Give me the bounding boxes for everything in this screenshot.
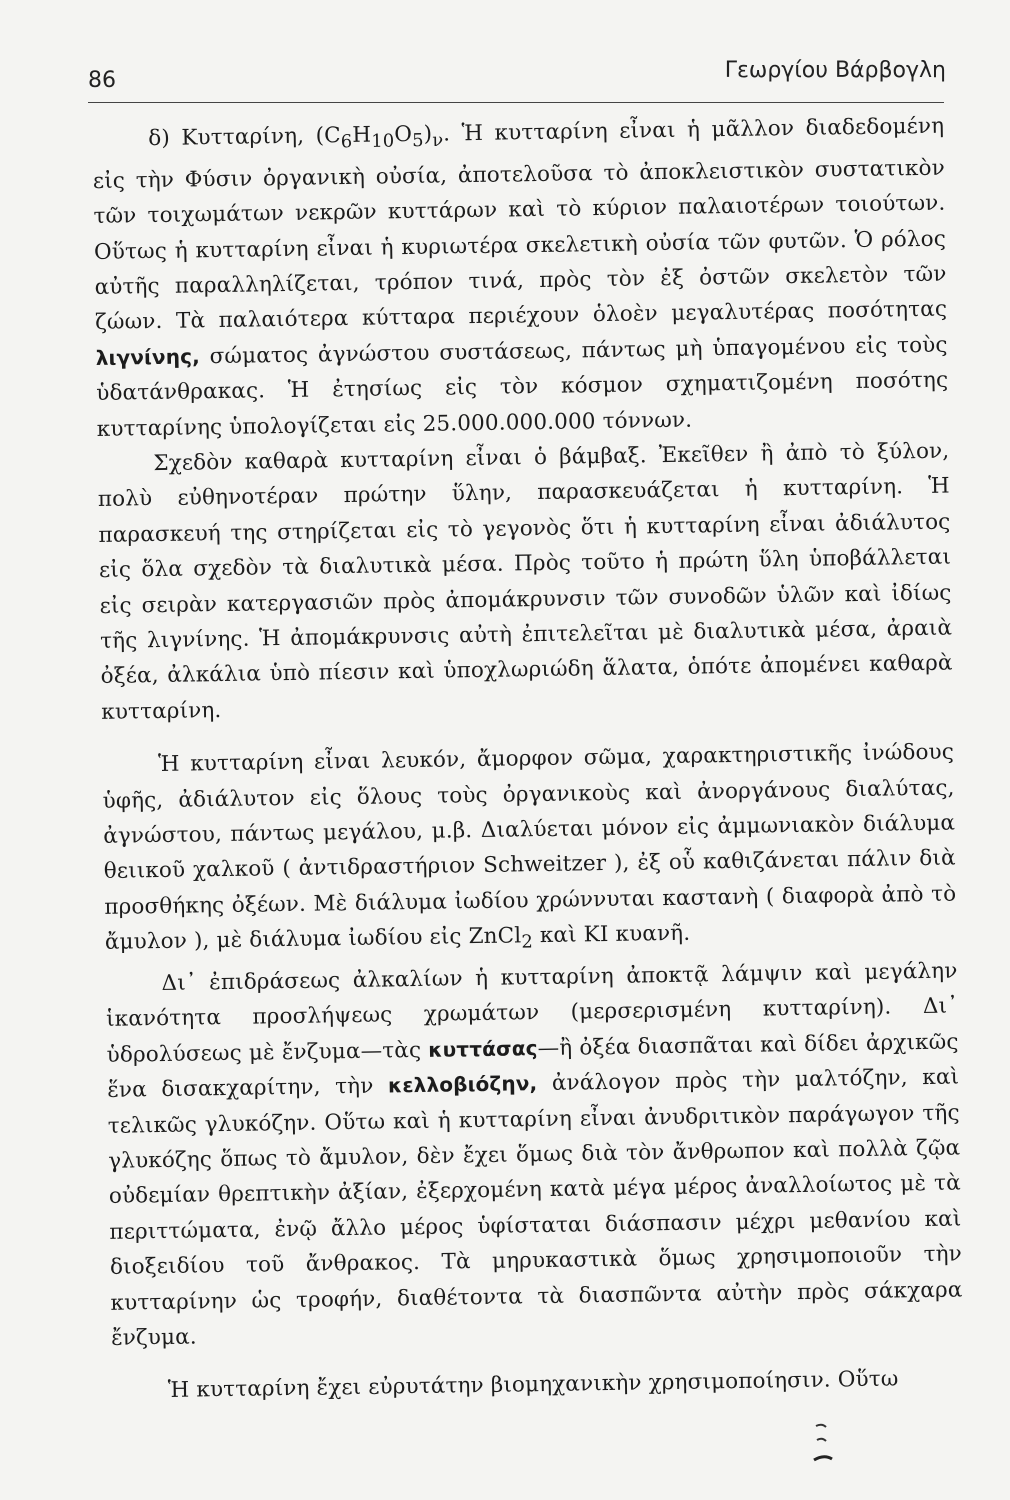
text-run: . Ἡ κυτταρίνη εἶναι ἡ μᾶλλον διαδεδομένη εἰς τὴν Φύσιν ὀργανικὴ οὐσία, ἀποτελοῦσα τὸ ἀποκλειστικὸν συστατικὸν τῶν τοιχωμάτων νεκρῶν κυττάρων καὶ τὸ κύριον παλαιοτέρων τοιούτων. Οὕτως ἡ κυτταρίνη εἶναι ἡ κυριωτέρα σκελετικὴ οὐσία τῶν φυτῶν. Ὁ ρόλος αὐτῆς παραλληλίζεται, τρόπον τινά, πρὸς τὸν ἐξ ὀστῶν σκελετὸν τῶν ζώων. Τὰ παλαιότερα κύτταρα περιέχουν ὁλοὲν μεγαλυτέρας ποσότητας <box>92 113 948 336</box>
paragraph-cotton-preparation: Σχεδὸν καθαρὰ κυτταρίνη εἶναι ὁ βάμβαξ. Ἐκεῖθεν ἢ ἀπὸ τὸ ξύλον, πολὺ εὐθηνοτέραν πρώτην ὕλην, παρασκευάζεται ἡ κυτταρίνη. Ἡ παρασκευή της στηρίζεται εἰς τὸ γεγονὸς ὅτι ἡ κυτταρίνη εἶναι ἀδιάλυτος εἰς ὅλα σχεδὸν τὰ διαλυτικὰ μέσα. Πρὸς τοῦτο ἡ πρώτη ὕλη ὑποβάλλεται εἰς σειρὰν κατεργασιῶν πρὸς ἀπομάκρυνσιν τῶν συνοδῶν ὑλῶν καὶ ἰδίως τῆς λιγνίνης. Ἡ ἀπομάκρυνσις αὐτὴ ἐπιτελεῖται μὲ διαλυτικὰ μέσα, ἀραιὰ ὀξέα, ἀλκάλια ὑπὸ πίεσιν καὶ ὑποχλωριώδη ἅλατα, ὁπότε ἀπομένει καθαρὰ κυτταρίνη. <box>97 438 953 725</box>
body-text <box>92 109 964 1410</box>
printer-mark-icon <box>808 1420 838 1470</box>
page-number: 86 <box>88 68 116 93</box>
subscript: ν <box>432 129 444 151</box>
text-run: Ἡ κυτταρίνη εἶναι λευκόν, ἄμορφον σῶμα, χαρακτηριστικῆς ἰνώδους ὑφῆς, ἀδιάλυτον εἰς ὅλους τοὺς ὀργανικοὺς καὶ ἀνοργάνους διαλύτας, ἀγνώστου, πάντως μεγάλου, μ.β. Διαλύεται μόνον εἰς ἀμμωνιακὸν διάλυμα θειικοῦ χαλκοῦ ( ἀντιδραστήριον Schweitzer ), ἐξ οὗ καθιζάνεται πάλιν διὰ προσθήκης ὀξέων. Μὲ διάλυμα ἰωδίου χρώννυται καστανὴ ( διαφορὰ ἀπὸ τὸ ἄμυλον ), μὲ διάλυμα ἰωδίου εἰς ZnCl <box>102 739 957 956</box>
text-run: H <box>352 122 372 148</box>
text-run: ) <box>423 121 433 147</box>
subscript: 2 <box>521 931 534 953</box>
text-run: καὶ KI κυανῆ. <box>532 920 691 949</box>
bold-term-cellulases: κυττάσας <box>428 1035 538 1062</box>
paragraph-cellulose-intro <box>92 109 949 447</box>
running-head: Γεωργίου Βάρβογλη <box>724 58 946 83</box>
subscript: 5 <box>411 130 424 152</box>
subscript: 10 <box>371 130 395 152</box>
paragraph-hydrolysis <box>105 953 963 1356</box>
text-run: O <box>394 121 413 148</box>
paragraph-properties <box>102 735 957 967</box>
text-run: δ) Κυτταρίνη, (C <box>148 123 341 152</box>
paragraph-industrial-use: Ἡ κυτταρίνη ἔχει εὐρυτάτην βιομηχανικὴν χρησιμοποίησιν. Οὕτω <box>167 1366 899 1404</box>
text-run: —ἢ ὀξέα διασπᾶται καὶ δίδει ἀρχικῶς ἕνα δισακχαρίτην, τὴν <box>107 1029 959 1104</box>
page-header <box>88 50 946 100</box>
text-run: σώματος ἀγνώστου συστάσεως, πάντως μὴ ὑπαγομένου εἰς τοὺς ὑδατάνθρακας. Ἡ ἐτησίως εἰς τὸν κόσμον σχηματιζομένη ποσότης κυτταρίνης ὑπολογίζεται εἰς 25.000.000.000 τόννων. <box>96 332 949 442</box>
bold-term-cellobiose: κελλοβιόζην, <box>387 1071 538 1098</box>
text-run: Δι᾽ ἐπιδράσεως ἀλκαλίων ἡ κυτταρίνη ἀποκτᾷ λάμψιν καὶ μεγάλην ἱκανότητα προσλήψεως χρωμάτων (μερσερισμένη κυτταρίνη). Δι᾽ ὑδρολύσεως μὲ ἔνζυμα—τὰς <box>105 958 959 1068</box>
header-rule <box>88 102 944 103</box>
text-run: ἀνάλογον πρὸς τὴν μαλτόζην, καὶ τελικῶς γλυκόζην. Οὕτω καὶ ἡ κυτταρίνη εἶναι ἀνυδριτικὸν παράγωγον τῆς γλυκόζης ὅπως τὸ ἄμυλον, δὲν ἔχει ὅμως διὰ τὸν ἄνθρωπον καὶ πολλὰ ζῷα οὐδεμίαν θρεπτικὴν ἀξίαν, ἐξερχομένη κατὰ μέγα μέρος ἀναλλοίωτος μὲ τὰ περιττώματα, ἐνῷ ἄλλο μέρος ὑφίσταται διάσπασιν μέχρι μεθανίου καὶ διοξειδίου τοῦ ἄνθρακος. Τὰ μηρυκαστικὰ ὅμως χρησιμοποιοῦν τὴν κυτταρίνην ὡς τροφήν, διαθέτοντα τὰ διασπῶντα αὐτὴν πρὸς σάκχαρα ἔνζυμα. <box>107 1064 963 1351</box>
bold-term-lignin: λιγνίνης, <box>95 344 201 370</box>
subscript: 6 <box>340 131 353 153</box>
